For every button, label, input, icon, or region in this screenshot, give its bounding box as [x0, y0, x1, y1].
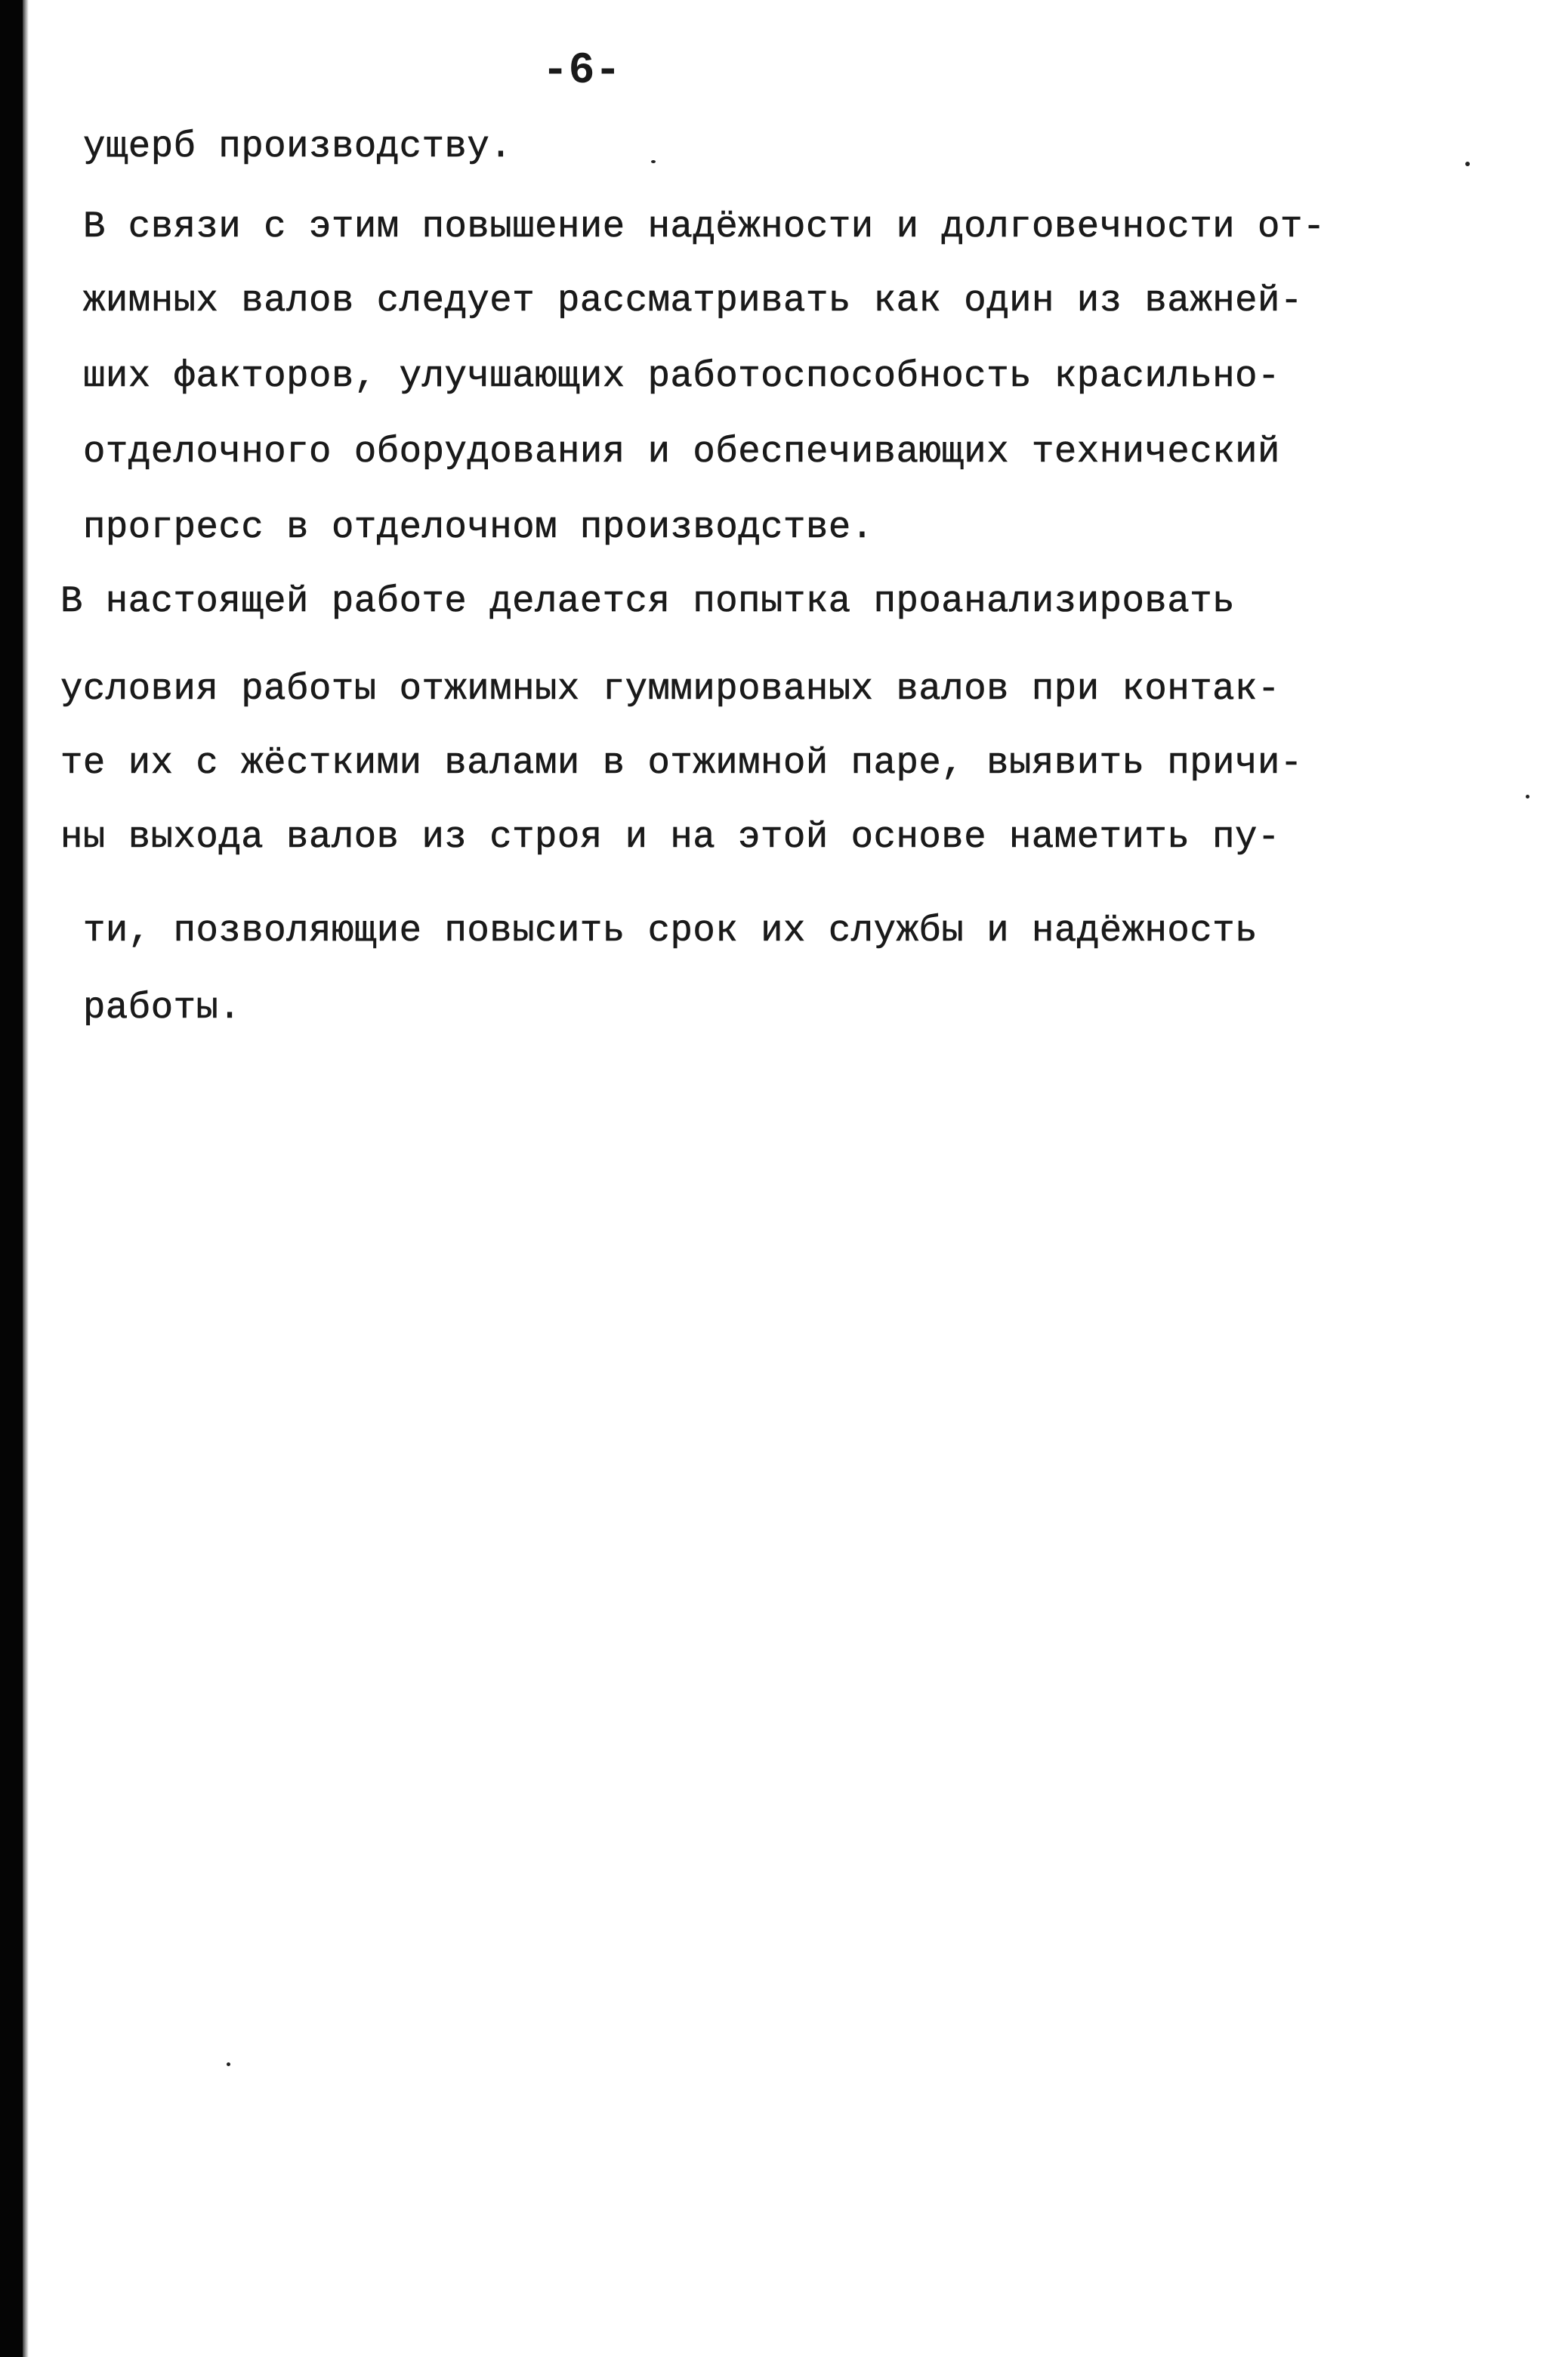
scan-edge — [0, 0, 23, 2357]
text-line-3: жимных валов следует рассматривать как один из важней- — [83, 280, 1303, 322]
text-line-6: прогресс в отделочном производстве. — [83, 506, 874, 548]
text-line-8: условия работы отжимных гуммированых валов при контак- — [60, 668, 1280, 710]
scan-speck — [651, 160, 656, 163]
text-line-10: ны выхода валов из строя и на этой основе наметить пу- — [60, 816, 1280, 858]
text-line-12: работы. — [83, 987, 242, 1029]
text-line-9: те их с жёсткими валами в отжимной паре, выявить причи- — [60, 742, 1303, 784]
scan-speck — [227, 2062, 230, 2066]
text-line-5: отделочного оборудования и обеспечивающих технический — [83, 431, 1280, 473]
scan-edge-shadow — [23, 0, 29, 2357]
text-line-7: В настоящей работе делается попытка проанализировать — [60, 580, 1236, 622]
text-line-11: ти, позволяющие повысить срок их службы и надёжность — [83, 910, 1258, 952]
text-line-2: В связи с этим повышение надёжности и долговечности от- — [83, 205, 1326, 248]
scan-speck — [1465, 162, 1470, 166]
text-line-4: ших факторов, улучшающих работоспособность красильно- — [83, 355, 1280, 397]
text-line-1: ущерб производству. — [83, 125, 513, 168]
scan-speck — [1526, 795, 1529, 799]
page-number: -6- — [542, 47, 622, 96]
